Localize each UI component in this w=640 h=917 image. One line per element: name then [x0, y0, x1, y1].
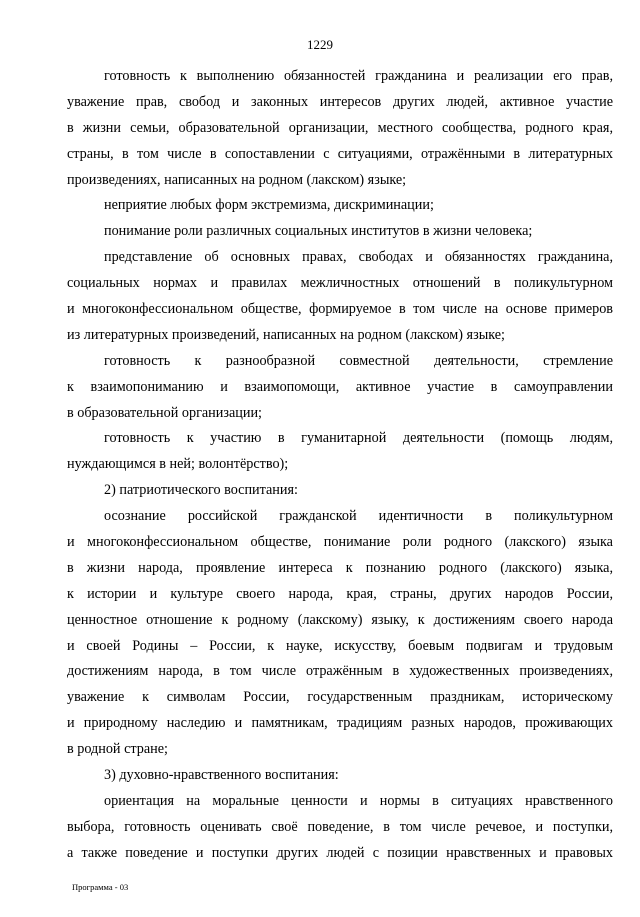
text-line: из литературных произведений, написанных на родном (лакском) языке; [67, 326, 506, 343]
text-line: готовность к участию в гуманитарной деятельности (помощь людям, [104, 430, 613, 447]
text-line: ориентация на моральные ценности и нормы в ситуациях нравственного [104, 792, 613, 809]
text-line: ценностное отношение к родному (лакскому) языку, к достижениям своего народа [67, 611, 613, 628]
text-line: социальных нормах и правилах межличностных отношений в поликультурном [67, 275, 613, 292]
text-line: осознание российской гражданской идентичности в поликультурном [104, 508, 613, 525]
body-text [67, 64, 613, 867]
section-heading: 3) духовно-нравственного воспитания: [104, 767, 339, 784]
text-line: в жизни народа, проявление интереса к познанию родного (лакского) языка, [67, 559, 613, 576]
text-line: к истории и культуре своего народа, края, страны, других народов России, [67, 585, 613, 602]
text-line: нуждающимся в ней; волонтёрство); [67, 456, 289, 473]
section-heading: 2) патриотического воспитания: [104, 482, 298, 499]
text-line: в родной стране; [67, 741, 168, 758]
text-line: представление об основных правах, свободах и обязанностях гражданина, [104, 249, 613, 266]
text-line: страны, в том числе в сопоставлении с ситуациями, отражёнными в литературных [67, 145, 613, 162]
text-line: и своей Родины – России, к науке, искусству, боевым подвигам и трудовым [67, 637, 613, 654]
text-line: уважение прав, свобод и законных интересов других людей, активное участие [67, 93, 613, 110]
text-line: неприятие любых форм экстремизма, дискриминации; [104, 197, 434, 214]
page-number: 1229 [307, 37, 333, 52]
text-line: к взаимопониманию и взаимопомощи, активное участие в самоуправлении [67, 378, 613, 395]
text-line: понимание роли различных социальных институтов в жизни человека; [104, 223, 533, 240]
text-line: произведениях, написанных на родном (лакском) языке; [67, 171, 407, 188]
text-line: и многоконфессиональном обществе, понимание роли родного (лакского) языка [67, 534, 613, 551]
text-line: и природному наследию и памятникам, традициям разных народов, проживающих [67, 715, 613, 732]
text-line: выбора, готовность оценивать своё поведение, в том числе речевое, и поступки, [67, 818, 613, 835]
text-line: и многоконфессиональном обществе, формируемое в том числе на основе примеров [67, 301, 613, 318]
text-line: а также поведение и поступки других людей с позиции нравственных и правовых [67, 844, 613, 861]
text-line: в жизни семьи, образовательной организации, местного сообщества, родного края, [67, 119, 613, 136]
text-line: достижениям народа, в том числе отражённым в художественных произведениях, [67, 663, 613, 680]
text-line: готовность к разнообразной совместной деятельности, стремление [104, 352, 613, 369]
footer-label: Программа - 03 [72, 882, 129, 892]
text-line: уважение к символам России, государственным праздникам, историческому [67, 689, 613, 706]
text-line: готовность к выполнению обязанностей гражданина и реализации его прав, [104, 68, 613, 84]
text-line: в образовательной организации; [67, 404, 262, 421]
